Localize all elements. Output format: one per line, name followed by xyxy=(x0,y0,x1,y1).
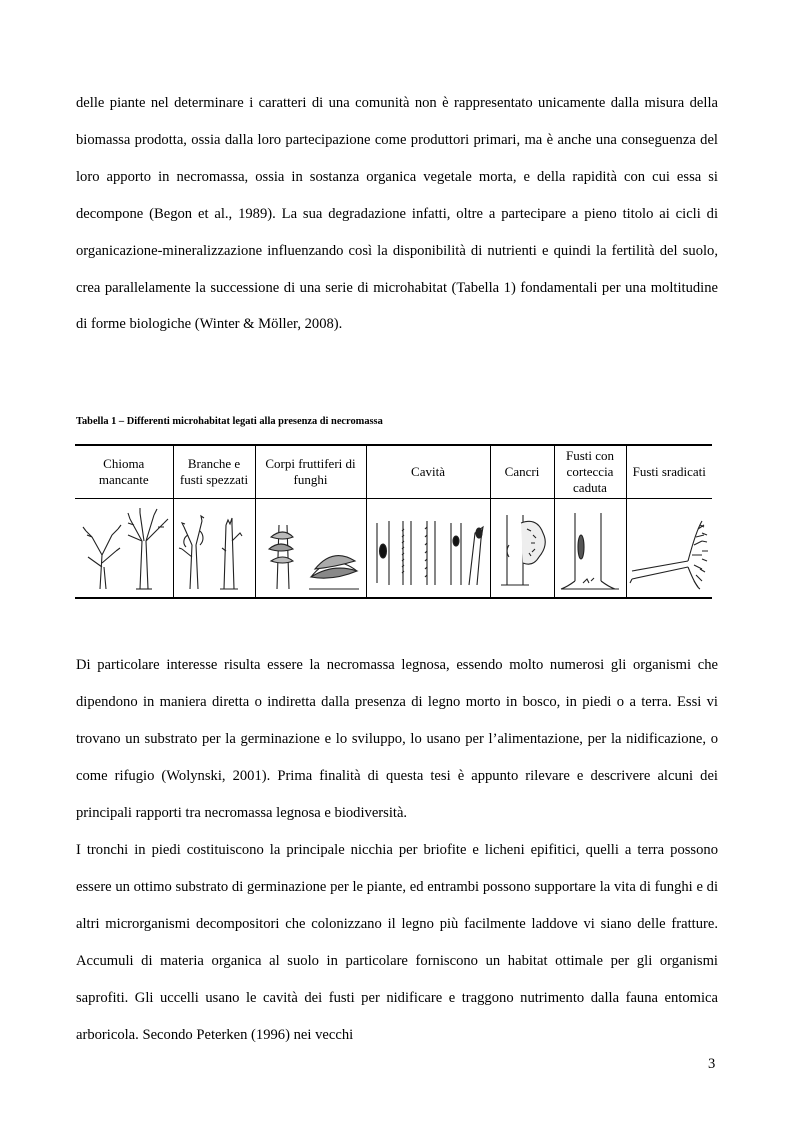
tree-without-crown-illustration xyxy=(78,505,170,591)
broken-branches-illustration xyxy=(176,505,252,591)
header-chioma-mancante: Chioma mancante xyxy=(75,445,173,499)
cell-branche-spezzati xyxy=(173,499,255,599)
header-corpi-fruttiferi: Corpi fruttiferi di funghi xyxy=(255,445,366,499)
body-paragraph-1: delle piante nel determinare i caratteri di una comunità non è rappresentato unicamente dalla misura della biomassa prodotta, ossia dalla loro partecipazione come produttori primari, ma è anche una conseguenza del loro apporto in necromassa, ossia in sostanza organica vegetale morta, e della rapidità con cui essa si decompone (Begon et al., 1989). La sua degradazione infatti, oltre a partecipare a pieno titolo ai cicli di organicazione-mineralizzazione influenzando così la disponibilità di nutrienti e quindi la fertilità del suolo, crea parallelamente la successione di una serie di microhabitat (Tabella 1) fondamentali per una moltitudine di forme biologiche (Winter & Möller, 2008). xyxy=(76,95,718,333)
cell-fusti-sradicati xyxy=(626,499,712,599)
fungi-fruiting-bodies-illustration xyxy=(261,505,361,591)
header-fusti-sradicati: Fusti sradicati xyxy=(626,445,712,499)
header-cavita: Cavità xyxy=(366,445,490,499)
table-header-row xyxy=(75,445,712,499)
cell-cancri xyxy=(490,499,554,599)
header-cancri: Cancri xyxy=(490,445,554,499)
bark-fallen-trunk-illustration xyxy=(557,505,623,591)
header-corteccia-caduta: Fusti con corteccia caduta xyxy=(554,445,626,499)
cell-corteccia-caduta xyxy=(554,499,626,599)
page-number: 3 xyxy=(708,1056,716,1072)
microhabitat-table xyxy=(75,444,712,599)
table-illustration-row xyxy=(75,499,712,599)
canker-illustration xyxy=(493,505,551,591)
cell-cavita xyxy=(366,499,490,599)
cell-chioma-mancante xyxy=(75,499,173,599)
uprooted-trunk-illustration xyxy=(628,505,710,591)
body-paragraph-3: I tronchi in piedi costituiscono la principale nicchia per briofite e licheni epifitici, quelli a terra possono essere un ottimo substrato di germinazione per le piante, ed entrambi possono supportare la vita di funghi e di altri microrganismi decompositori che colonizzano il legno più facilmente laddove vi siano delle fratture. Accumuli di materia organica al suolo in particolare forniscono un habitat ottimale per gli organismi saprofiti. Gli uccelli usano le cavità dei fusti per nidificare e traggono nutrimento dalla fauna entomica arboricola. Secondo Peterken (1996) nei vecchi xyxy=(76,842,718,1043)
body-paragraph-2: Di particolare interesse risulta essere la necromassa legnosa, essendo molto numerosi gli organismi che dipendono in maniera diretta o indiretta dalla presenza di legno morto in bosco, in piedi o a terra. Essi vi trovano un substrato per la germinazione e lo sviluppo, lo usano per l’alimentazione, per la nidificazione, o come rifugio (Wolynski, 2001). Prima finalità di questa tesi è appunto rilevare e descrivere alcuni dei principali rapporti tra necromassa legnosa e biodiversità. xyxy=(76,657,718,821)
cell-corpi-fruttiferi xyxy=(255,499,366,599)
header-branche-spezzati: Branche e fusti spezzati xyxy=(173,445,255,499)
cavities-illustration xyxy=(369,505,487,591)
table-caption: Tabella 1 – Differenti microhabitat legati alla presenza di necromassa xyxy=(76,416,383,427)
